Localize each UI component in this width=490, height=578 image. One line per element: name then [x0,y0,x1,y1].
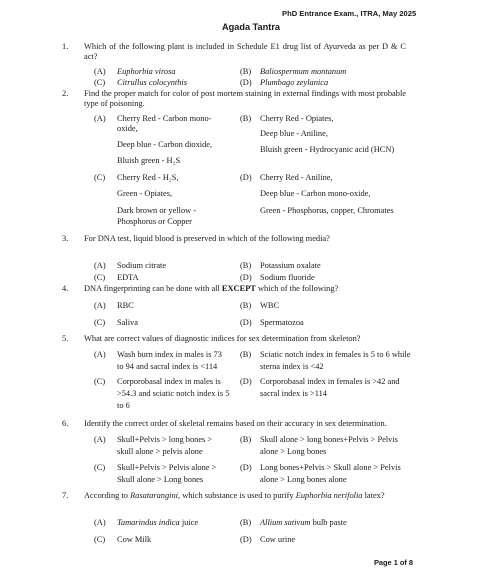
option-label: (C) [94,173,106,182]
question-number: 2. [62,89,69,98]
option-text: WBC [260,301,280,310]
option-text: Sodium citrate [117,261,167,270]
subject-title: Agada Tantra [222,22,281,32]
option-text: Tamarindus indica juice [117,518,199,527]
option-text: RBC [117,301,134,310]
option-text: Citrullus colocynthis [117,78,188,87]
option-label: (C) [94,273,106,282]
option-label: (B) [240,518,252,527]
option-label: (B) [240,67,252,76]
option-label: (C) [94,377,106,386]
question-number: 3. [62,234,69,243]
option-text: Cherry Red - Carbon mono- [117,114,212,123]
option-text: sacral index is >114 [260,389,327,398]
option-text: Phosphorus or Copper [117,217,192,226]
option-text: Deep blue - Carbon dioxide, [117,140,213,149]
option-text: Baliospermum montanum [260,67,347,76]
question-number: 4. [62,284,69,293]
option-text: Allium sativum bulb paste [260,518,347,527]
page-number: Page 1 of 8 [374,558,414,567]
option-text: Wash burn index in males is 73 [117,350,222,359]
option-label: (C) [94,535,106,544]
option-text: Cherry Red - Opiates, [260,114,334,123]
question-text: According to Rasatarangini, which substance is used to purify Euphorbia nerifolia latex? [84,491,385,500]
option-text: Sodium fluoride [260,273,315,282]
option-label: (C) [94,78,106,87]
option-text: Saliva [117,318,138,327]
option-text: Plumbago zeylanica [260,78,329,87]
option-text: to 6 [117,401,130,410]
option-text: Deep blue - Aniline, [260,129,328,138]
option-text: >54.3 and sciatic notch index is 5 [117,389,230,398]
option-label: (D) [240,463,252,472]
option-label: (D) [240,535,252,544]
option-label: (A) [94,67,106,76]
option-text: Corporobasal index in males is [117,377,221,386]
option-text: sterna index is <42 [260,362,324,371]
option-label: (A) [94,435,106,444]
option-text: skull alone > pelvis alone [117,447,203,456]
question-number: 1. [62,42,69,51]
option-text: Skull alone > Long bones [117,475,204,484]
option-label: (C) [94,463,106,472]
option-label: (A) [94,350,106,359]
option-label: (D) [240,78,252,87]
option-label: (A) [94,518,106,527]
option-label: (D) [240,377,252,386]
option-text: Skull+Pelvis > Pelvis alone > [117,463,217,472]
option-text: Long bones+Pelvis > Skull alone > Pelvis [260,463,401,472]
option-text: Cherry Red - Aniline, [260,173,333,182]
option-label: (B) [240,435,252,444]
option-text: Green - Phosphorus, copper, Chromates [260,206,394,215]
question-text: DNA fingerprinting can be done with all EXCEPT which of the following? [84,284,339,293]
option-label: (C) [94,318,106,327]
option-label: (A) [94,114,106,123]
option-text: Bluish green - H₂S [117,156,181,165]
option-text: oxide, [117,124,138,133]
question-text: What are correct values of diagnostic indices for sex determination from skeleton? [84,334,361,343]
question-text: Find the proper match for color of post mortem staining in external findings with most probable type of poisoning. [84,89,406,109]
question-number: 7. [62,491,69,500]
option-text: Skull alone > long bones+Pelvis > Pelvis [260,435,398,444]
option-text: Bluish green - Hydrocyanic acid (HCN) [260,145,395,154]
option-label: (D) [240,318,252,327]
option-text: Green - Opiates, [117,189,173,198]
option-label: (B) [240,261,252,270]
question-number: 6. [62,419,69,428]
option-text: Sciatic notch index in females is 5 to 6 while [260,350,411,359]
question-text: For DNA test, liquid blood is preserved in which of the following media? [84,234,330,243]
option-text: alone > Long bones alone [260,475,347,484]
option-label: (D) [240,273,252,282]
option-text: Euphorbia virosa [117,67,176,76]
question-number: 5. [62,334,69,343]
option-text: Cow Milk [117,535,152,544]
option-text: Skull+Pelvis > long bones > [117,435,213,444]
option-text: Potassium oxalate [260,261,321,270]
option-text: to 94 and sacral index is <114 [117,362,218,371]
question-text: Identify the correct order of skeletal remains based on their accuracy in sex determination. [84,419,387,428]
option-text: Deep blue - Carbon mono-oxide, [260,189,371,198]
option-text: Dark brown or yellow - [117,206,197,215]
option-text: EDTA [117,273,139,282]
option-text: Spermatozoa [260,318,304,327]
option-label: (B) [240,350,252,359]
option-label: (B) [240,301,252,310]
option-label: (D) [240,173,252,182]
option-text: Corporobasal index in females is >42 and [260,377,400,386]
option-label: (A) [94,261,106,270]
option-text: Cow urine [260,535,296,544]
exam-header: PhD Entrance Exam., ITRA, May 2025 [282,9,417,18]
option-text: Cherry Red - H₂S, [117,173,179,182]
question-text: Which of the following plant is included in Schedule E1 drug list of Ayurveda as per D & C act? [84,42,406,62]
option-label: (B) [240,114,252,123]
option-text: alone > Long bones [260,447,327,456]
option-label: (A) [94,301,106,310]
